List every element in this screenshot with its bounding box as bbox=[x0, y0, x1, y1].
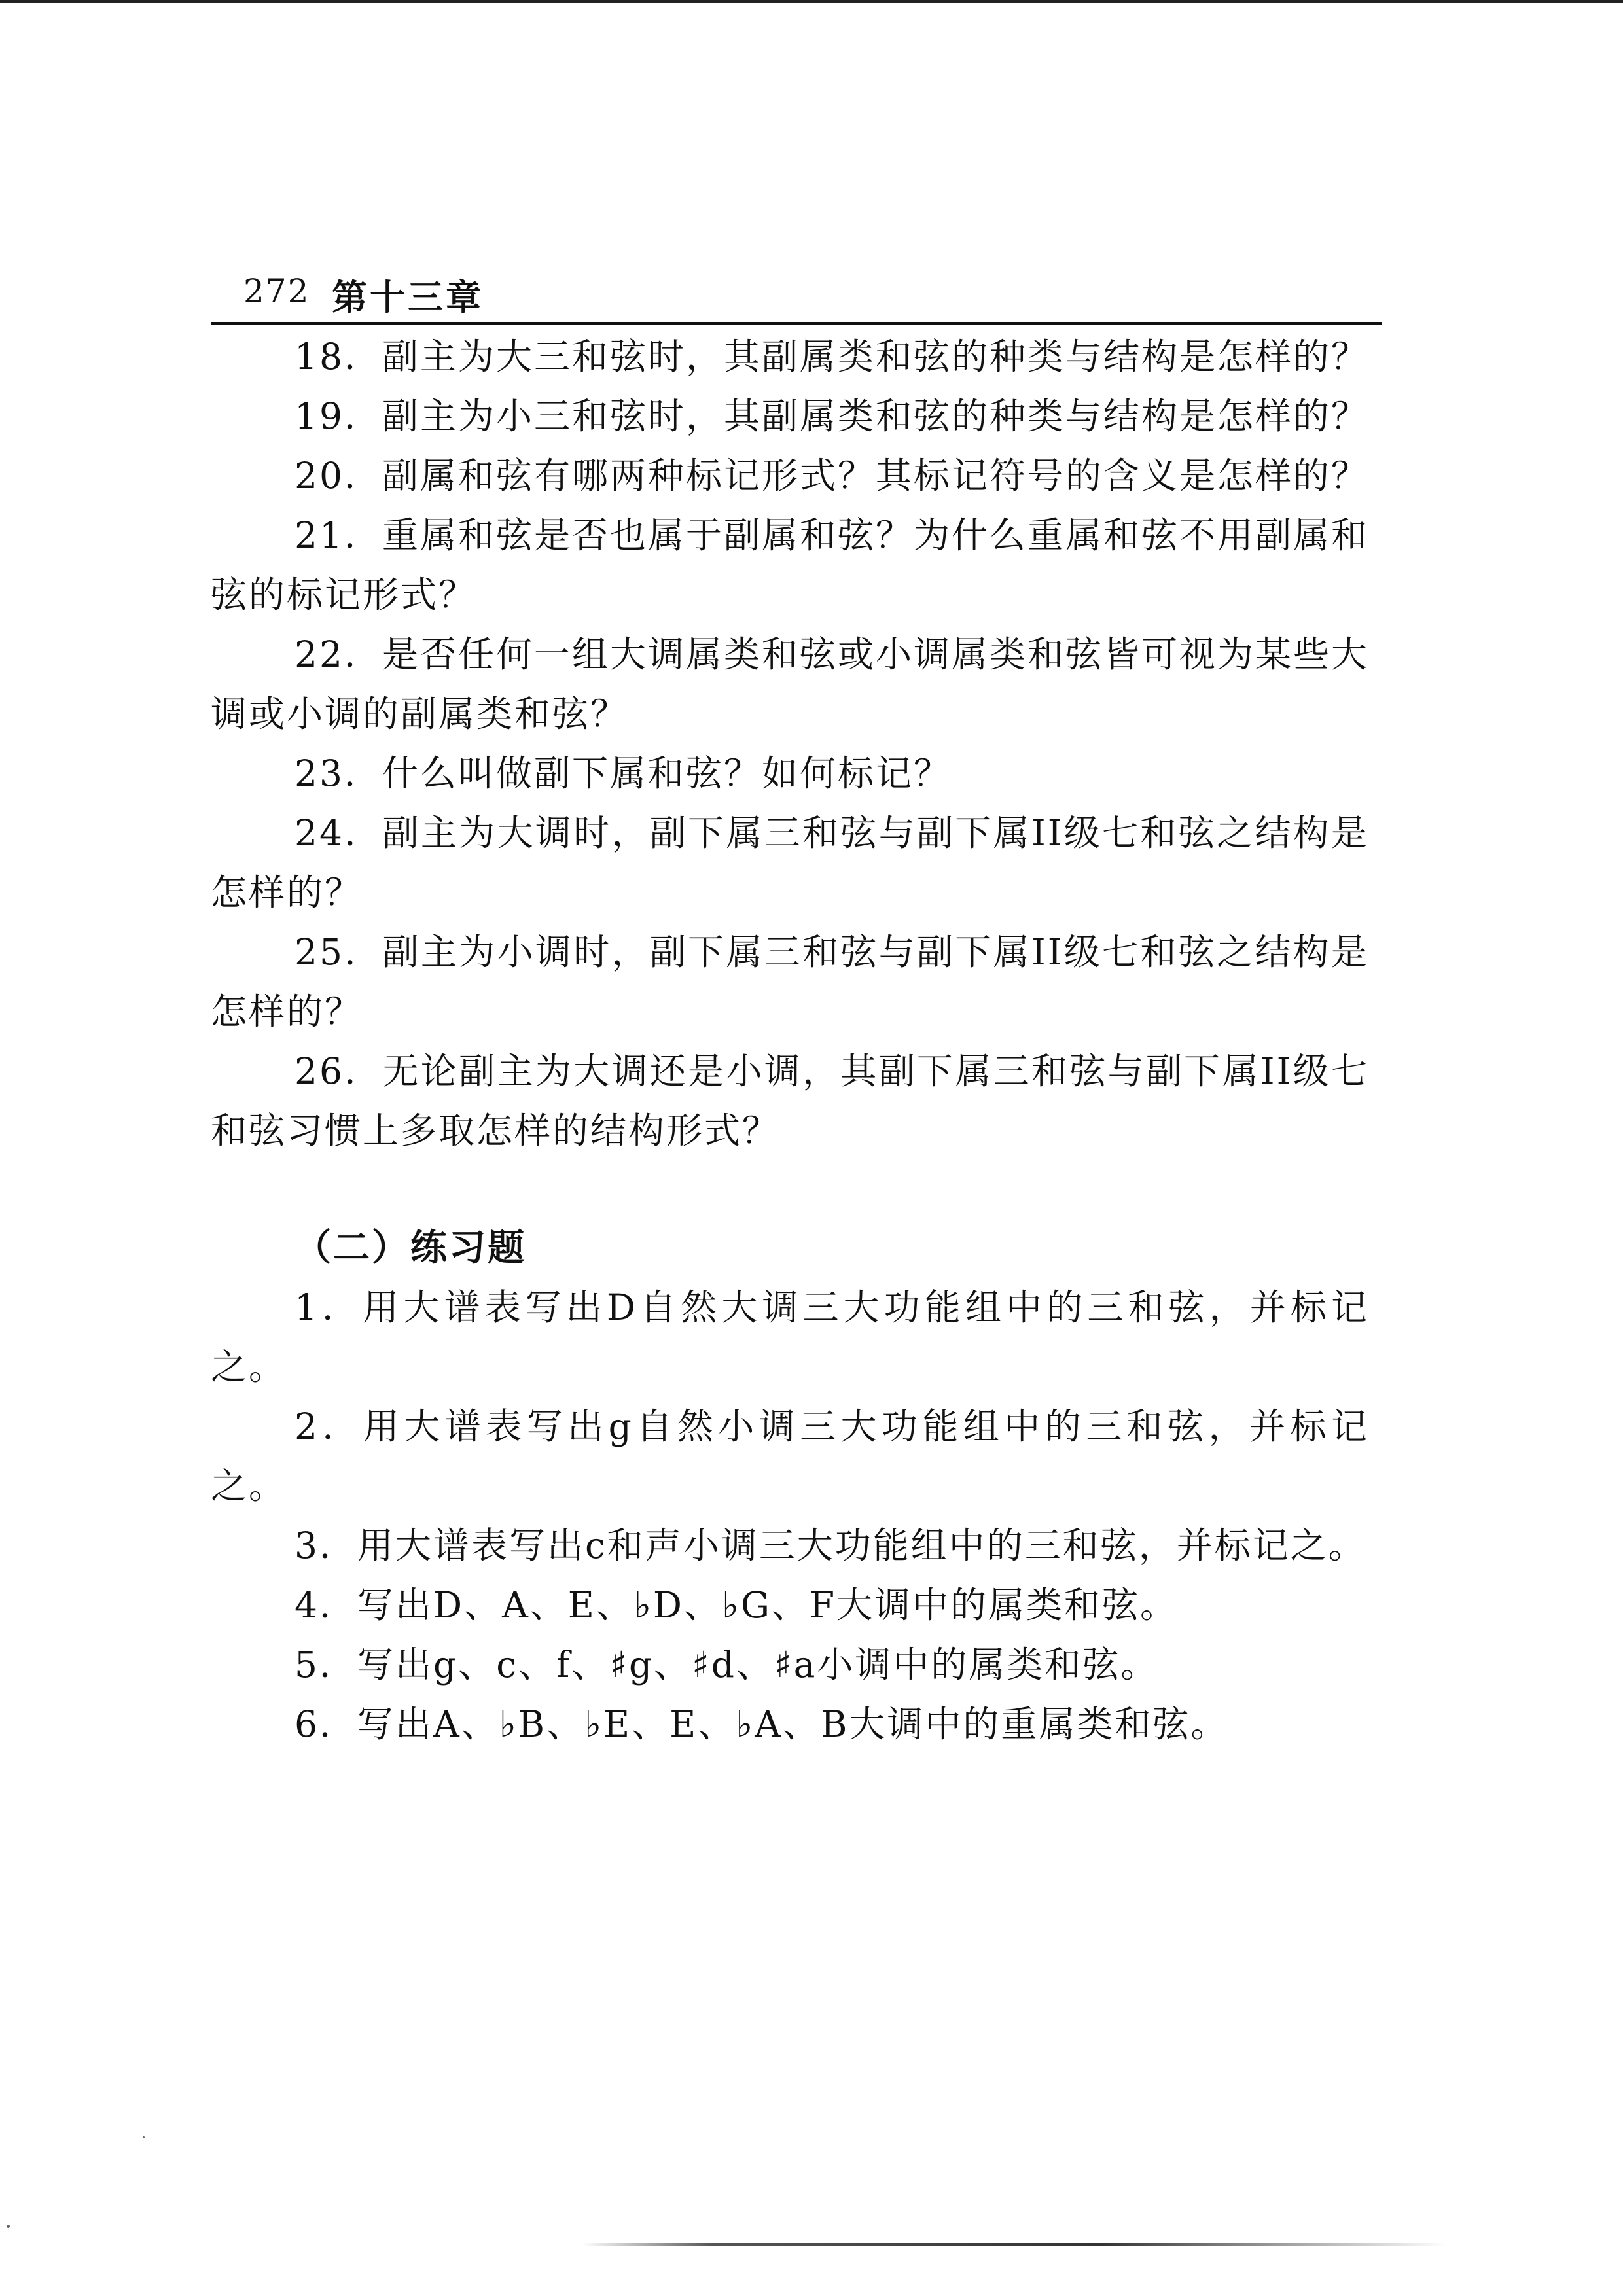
top-scan-edge bbox=[0, 0, 1623, 3]
exercise-5: 5．写出g、c、f、♯g、♯d、♯a小调中的属类和弦。 bbox=[294, 1644, 1159, 1686]
header-rule bbox=[211, 322, 1382, 325]
question-21: 21．重属和弦是否也属于副属和弦？为什么重属和弦不用副属和弦的标记形式？ bbox=[211, 514, 1369, 616]
scan-speck bbox=[143, 2136, 145, 2138]
exercise-3: 3．用大谱表写出c和声小调三大功能组中的三和弦，并标记之。 bbox=[294, 1525, 1366, 1566]
question-26: 26．无论副主为大调还是小调，其副下属三和弦与副下属II级七和弦习惯上多取怎样的结构形式？ bbox=[211, 1050, 1369, 1152]
question-22: 22．是否任何一组大调属类和弦或小调属类和弦皆可视为某些大调或小调的副属类和弦？ bbox=[211, 633, 1369, 735]
question-20: 20．副属和弦有哪两种标记形式？其标记符号的含义是怎样的？ bbox=[294, 455, 1369, 497]
question-24: 24．副主为大调时，副下属三和弦与副下属II级七和弦之结构是怎样的？ bbox=[211, 812, 1369, 913]
page-number: 272 bbox=[243, 272, 310, 310]
page-header bbox=[211, 267, 1382, 319]
chapter-title: 第十三章 bbox=[332, 276, 484, 318]
question-25: 25．副主为小调时，副下属三和弦与副下属II级七和弦之结构是怎样的？ bbox=[211, 931, 1369, 1033]
question-23: 23．什么叫做副下属和弦？如何标记？ bbox=[294, 752, 952, 794]
question-18: 18．副主为大三和弦时，其副属类和弦的种类与结构是怎样的？ bbox=[294, 336, 1369, 378]
exercise-2: 2．用大谱表写出g自然小调三大功能组中的三和弦，并标记之。 bbox=[211, 1405, 1369, 1507]
page-body bbox=[211, 327, 1369, 1754]
scan-speck bbox=[7, 2225, 10, 2228]
question-19: 19．副主为小三和弦时，其副属类和弦的种类与结构是怎样的？ bbox=[294, 395, 1369, 437]
exercise-6: 6．写出A、♭B、♭E、E、♭A、B大调中的重属类和弦。 bbox=[294, 1703, 1229, 1745]
exercise-4: 4．写出D、A、E、♭D、♭G、F大调中的属类和弦。 bbox=[294, 1584, 1179, 1626]
bottom-scan-line bbox=[582, 2243, 1446, 2246]
exercise-1: 1．用大谱表写出D自然大调三大功能组中的三和弦，并标记之。 bbox=[211, 1286, 1369, 1388]
section-spacer bbox=[211, 1161, 1369, 1218]
exercises-heading: （二）练习题 bbox=[294, 1226, 526, 1269]
